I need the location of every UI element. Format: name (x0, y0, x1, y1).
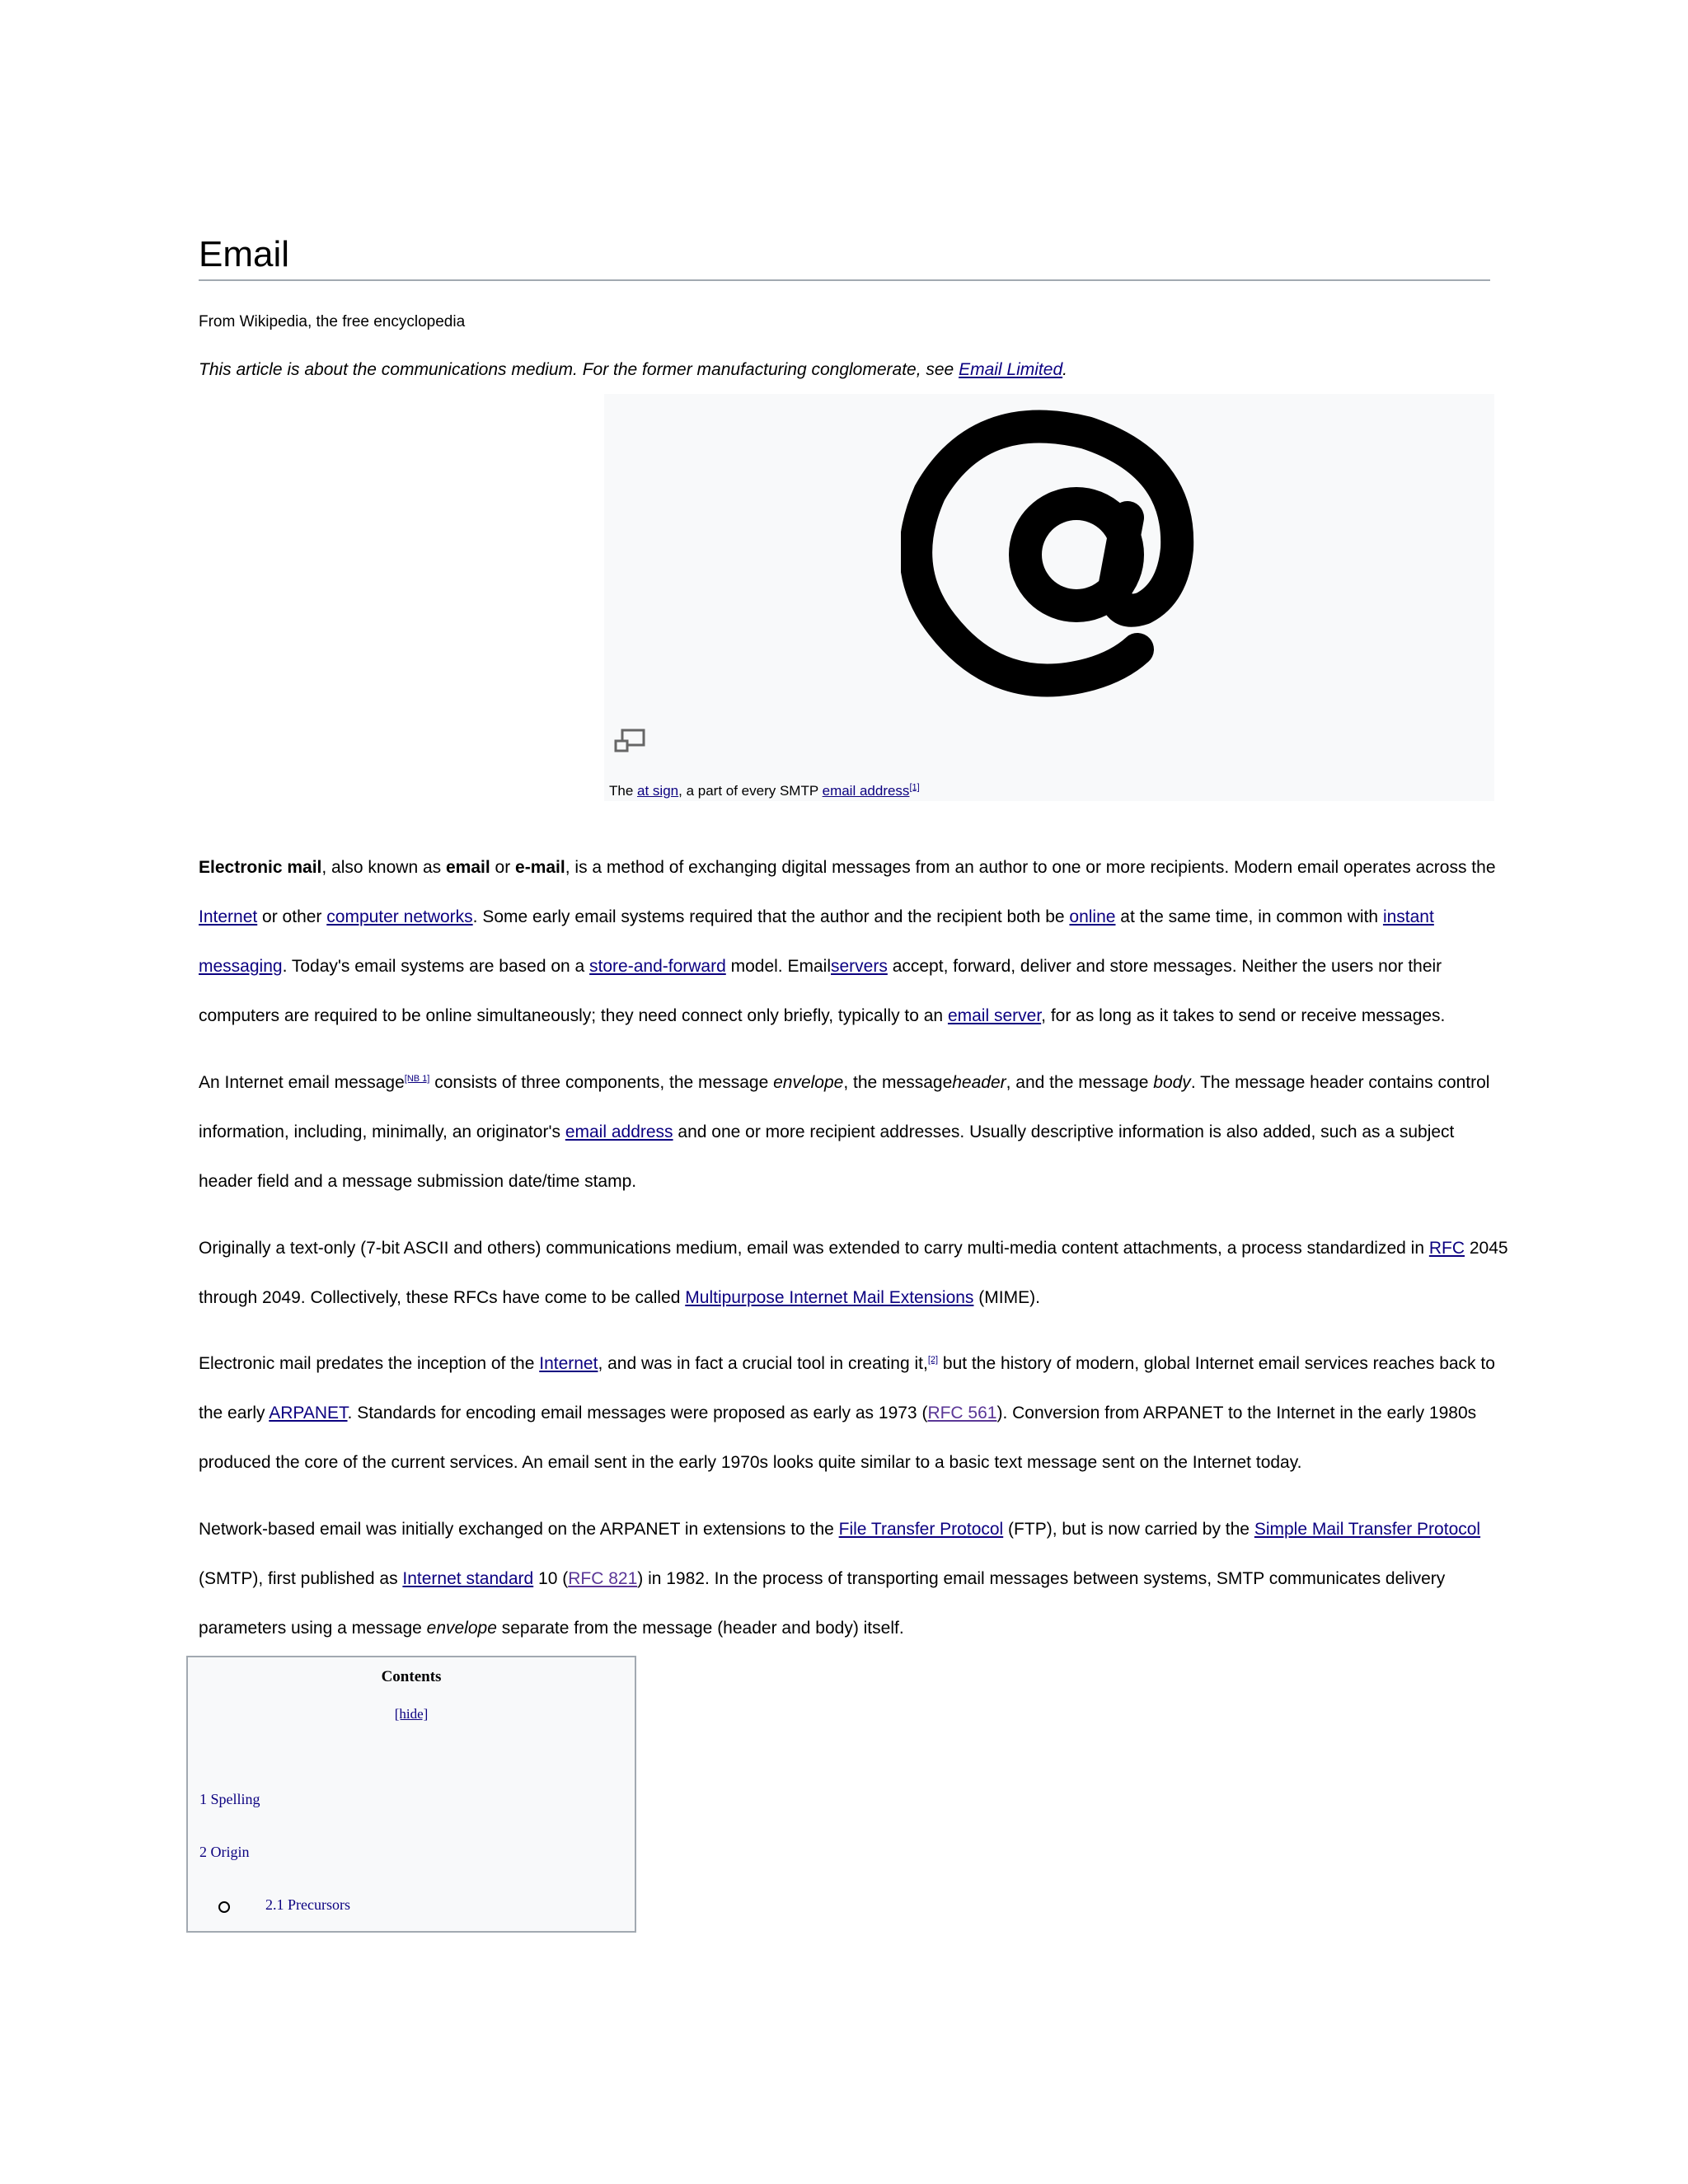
rfc-821-link[interactable]: RFC 821 (568, 1569, 638, 1588)
email-address-link[interactable]: email address (822, 783, 910, 799)
rfc-561-link[interactable]: RFC 561 (927, 1404, 997, 1422)
toc-hide-link[interactable]: [hide] (394, 1706, 429, 1722)
internet-standard-link[interactable]: Internet standard (402, 1569, 534, 1588)
magnify-clip-icon[interactable] (614, 728, 647, 754)
hatnote-text: This article is about the communications medium. For the former manufacturing conglomerate, see (199, 360, 959, 379)
internet-link[interactable]: Internet (199, 907, 258, 926)
toc-item-origin[interactable]: 2 Origin (199, 1844, 250, 1860)
at-sign-link[interactable]: at sign (637, 783, 679, 799)
instant-messaging-link[interactable]: instant messaging (199, 907, 1434, 976)
figure-at-sign (604, 394, 1494, 801)
online-link[interactable]: online (1069, 907, 1116, 926)
paragraph-mime: Originally a text-only (7-bit ASCII and others) communications medium, email was extended to carry multi-media content attachments, a process standardized in RFC 2045 through 2049. Collectively, these RFCs have come to be called Multipurpose Internet Mail Extensions (MIME). (199, 1239, 1508, 1307)
ref-2[interactable]: [2] (927, 1355, 939, 1365)
toc-item-spelling[interactable]: 1 Spelling (199, 1791, 260, 1807)
paragraph-smtp: Network-based email was initially exchanged on the ARPANET in extensions to the File Transfer Protocol (FTP), but is now carried by the Simple Mail Transfer Protocol (SMTP), first published as Internet standard 10 (RFC 821) in 1982. In the process of transporting email messages between systems, SMTP communicates delivery parameters using a message envelope separate from the message (header and body) itself. (199, 1520, 1481, 1638)
page-title: Email (199, 233, 1490, 281)
email-limited-link[interactable]: Email Limited (959, 360, 1063, 379)
email-server-link[interactable]: email server (947, 1006, 1042, 1025)
ref-1[interactable]: [1] (909, 782, 920, 793)
paragraph-intro: Electronic mail, also known as email or e-mail, is a method of exchanging digital messages from an author to one or more recipients. Modern email operates across the Internet or other computer networks. Some early email systems required that the author and the recipient both be online at the same time, in common with instant messaging. Today's email systems are based on a store-and-forward model. Emailservers accept, forward, deliver and store messages. Neither the users nor their computers are required to be online simultaneously; they need connect only briefly, typically to an email server, for as long as it takes to send or receive messages. (199, 858, 1496, 1025)
smtp-link[interactable]: Simple Mail Transfer Protocol (1254, 1520, 1481, 1539)
toc-title: Contents (381, 1668, 442, 1685)
arpanet-link[interactable]: ARPANET (269, 1404, 348, 1422)
ftp-link[interactable]: File Transfer Protocol (838, 1520, 1004, 1539)
site-subtitle: From Wikipedia, the free encyclopedia (199, 313, 466, 330)
internet-link-2[interactable]: Internet (539, 1354, 598, 1373)
table-of-contents (186, 1656, 636, 1933)
email-address-link-2[interactable]: email address (565, 1122, 673, 1141)
at-sign-icon[interactable] (901, 402, 1198, 699)
store-and-forward-link[interactable]: store-and-forward (589, 957, 726, 976)
paragraph-history: Electronic mail predates the inception of the Internet, and was in fact a crucial tool in creating it,[2] but the history of modern, global Internet email services reaches back to the early ARPANET. Standards for encoding email messages were proposed as early as 1973 (RFC 561). Conversion from ARPANET to the Internet in the early 1980s produced the core of the current services. An email sent in the early 1970s looks quite similar to a basic text message sent on the Internet today. (199, 1354, 1495, 1472)
ref-nb1[interactable]: [NB 1] (404, 1074, 430, 1084)
hatnote (199, 360, 1067, 380)
toc-bullet (218, 1901, 230, 1913)
servers-link[interactable]: servers (831, 957, 888, 976)
mime-link[interactable]: Multipurpose Internet Mail Extensions (685, 1288, 974, 1307)
paragraph-components: An Internet email message[NB 1] consists of three components, the message envelope, the messageheader, and the message body. The message header contains control information, including, minimally, an originator's email address and one or more recipient addresses. Usually descriptive information is also added, such as a subject header field and a message submission date/time stamp. (199, 1073, 1490, 1191)
hatnote-end: . (1062, 360, 1067, 379)
computer-networks-link[interactable]: computer networks (326, 907, 473, 926)
toc-item-precursors[interactable]: 2.1 Precursors (265, 1896, 350, 1913)
rfc-link[interactable]: RFC (1428, 1239, 1465, 1258)
figure-caption: The at sign, a part of every SMTP email address[1] (609, 782, 920, 799)
